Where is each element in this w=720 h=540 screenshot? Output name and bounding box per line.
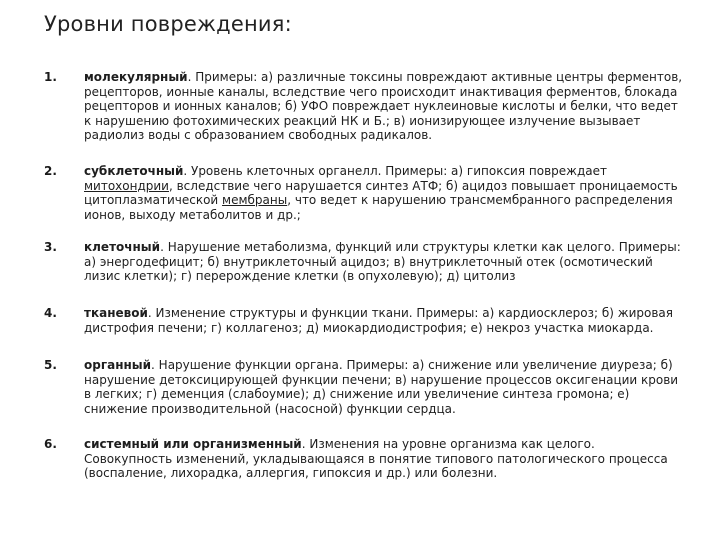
mitochondria-link[interactable]: митохондрии — [84, 178, 169, 193]
item-term: клеточный — [84, 240, 161, 254]
item-number: 2. — [44, 164, 57, 178]
item-number: 6. — [44, 437, 57, 451]
item-term: тканевой — [84, 306, 148, 320]
item-body: . Примеры: а) различные токсины повреждают активные центры ферментов, рецепторов, ионные каналы, вследствие чего происходит инактивация ферментов, блокада рецепторов и ионных каналов; б) УФО повреждает нуклеиновые кислоты и белки, что ведет к нарушению фотохимических реакций НК и Б.; в) ионизирующее излучение вызывает радиолиз воды с образованием свободных радикалов. — [84, 70, 683, 143]
page-title: Уровни повреждения: — [44, 12, 292, 36]
item-body: , вследствие чего нарушается синтез АТФ; б) ацидоз повышает проницаемость цитоплазматической — [84, 178, 678, 208]
item-text — [84, 240, 684, 284]
item-text — [84, 70, 684, 143]
item-text — [84, 306, 684, 335]
item-number: 4. — [44, 306, 57, 320]
membrane-link[interactable]: мембраны — [222, 193, 288, 208]
item-term: молекулярный — [84, 70, 188, 84]
item-body: . Изменения на уровне организма как целого. Совокупность изменений, укладывающаяся в понятие типового патологического процесса (воспаление, лихорадка, аллергия, гипоксия и др.) или болезни. — [84, 437, 668, 481]
item-body: . Нарушение метаболизма, функций или структуры клетки как целого. Примеры: а) энергодефицит; б) внутриклеточный ацидоз; в) внутриклеточный отек (осмотический лизис клетки); г) перерождение клетки (в опухолевую); д) цитолиз — [84, 240, 681, 284]
item-term: системный или организменный — [84, 437, 302, 451]
item-number: 5. — [44, 358, 57, 372]
item-body: . Уровень клеточных органелл. Примеры: а) гипоксия повреждает — [183, 164, 607, 178]
item-text — [84, 437, 684, 481]
item-body: . Нарушение функции органа. Примеры: а) снижение или увеличение диуреза; б) нарушение детоксицирующей функции печени; в) нарушение процессов оксигенации крови в легких; г) деменция (слабоумие); д) снижение или увеличение синтеза громона; е) снижение производительной (насосной) функции сердца. — [84, 358, 679, 416]
item-text — [84, 164, 684, 222]
item-number: 3. — [44, 240, 57, 254]
item-body: . Изменение структуры и функции ткани. Примеры: а) кардиосклероз; б) жировая дистрофия печени; г) коллагеноз; д) миокардиодистрофия; е) некроз участка миокарда. — [84, 306, 673, 335]
item-number: 1. — [44, 70, 57, 84]
item-term: органный — [84, 358, 152, 372]
item-text — [84, 358, 684, 416]
item-term: субклеточный — [84, 164, 184, 178]
item-body: , что ведет к нарушению трансмембранного распределения ионов, выходу метаболитов и др.; — [84, 193, 673, 222]
